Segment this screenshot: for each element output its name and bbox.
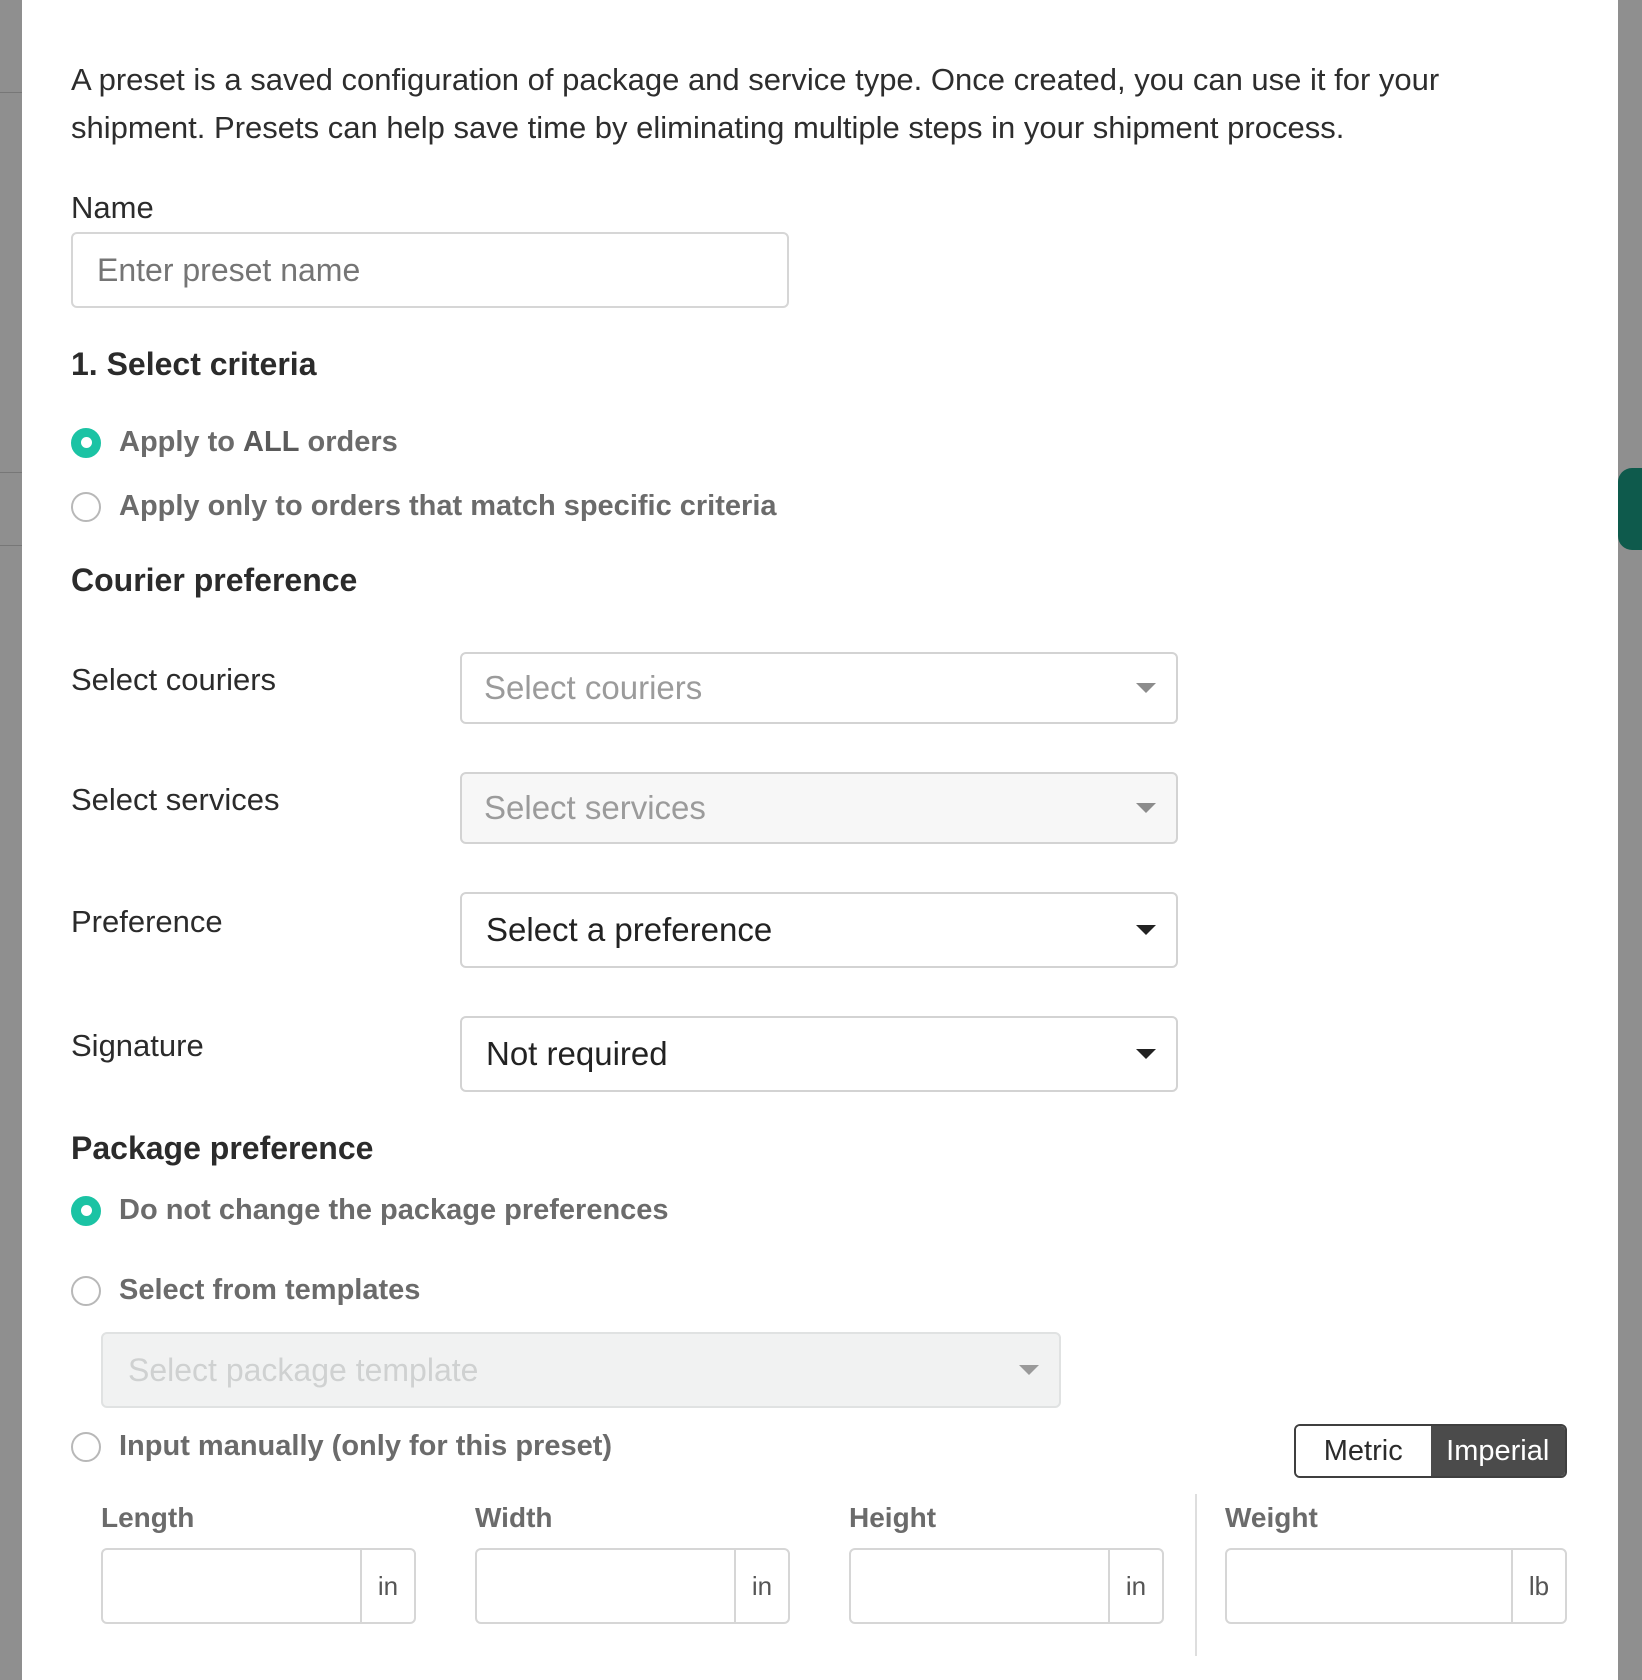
length-unit: in xyxy=(360,1550,414,1622)
radio-checked-icon[interactable] xyxy=(71,1196,101,1226)
chevron-down-icon xyxy=(1136,683,1156,693)
preset-modal xyxy=(22,0,1618,1680)
backdrop-right xyxy=(1618,0,1642,1680)
radio-unchecked-icon[interactable] xyxy=(71,1432,101,1462)
preset-name-input[interactable] xyxy=(71,232,789,308)
radio-apply-specific[interactable] xyxy=(71,490,777,523)
radio-input-manually[interactable] xyxy=(71,1430,612,1463)
chevron-down-icon xyxy=(1019,1365,1039,1375)
length-input[interactable] xyxy=(101,1548,416,1624)
intro-text: A preset is a saved configuration of package and service type. Once created, you can use it for your shipment. Presets can help save time by eliminating multiple steps in your shipment process. xyxy=(71,62,1440,145)
height-label: Height xyxy=(849,1502,937,1533)
radio-no-change-label: Do not change the package preferences xyxy=(119,1194,669,1226)
radio-unchecked-icon[interactable] xyxy=(71,1276,101,1306)
signature-select[interactable] xyxy=(460,1016,1178,1092)
weight-label: Weight xyxy=(1225,1502,1318,1533)
chevron-down-icon xyxy=(1136,925,1156,935)
weight-unit: lb xyxy=(1511,1550,1565,1622)
couriers-select[interactable] xyxy=(460,652,1178,724)
radio-apply-all-label: Apply to ALL orders xyxy=(119,426,398,458)
signature-label: Signature xyxy=(71,1028,204,1063)
radio-no-change[interactable] xyxy=(71,1194,669,1227)
height-input[interactable] xyxy=(849,1548,1164,1624)
height-unit: in xyxy=(1108,1550,1162,1622)
courier-preference-title: Courier preference xyxy=(71,562,358,598)
radio-checked-icon[interactable] xyxy=(71,428,101,458)
chevron-down-icon xyxy=(1136,1049,1156,1059)
preference-label: Preference xyxy=(71,904,223,939)
couriers-label: Select couriers xyxy=(71,662,277,697)
radio-apply-specific-label: Apply only to orders that match specific criteria xyxy=(119,490,777,522)
width-input[interactable] xyxy=(475,1548,790,1624)
radio-unchecked-icon[interactable] xyxy=(71,492,101,522)
couriers-select-placeholder: Select couriers xyxy=(484,669,703,706)
services-select-placeholder: Select services xyxy=(484,789,706,826)
length-field[interactable] xyxy=(103,1550,360,1622)
backdrop-accent-button xyxy=(1618,468,1642,550)
services-label: Select services xyxy=(71,782,280,817)
weight-input[interactable] xyxy=(1225,1548,1567,1624)
radio-input-manually-label: Input manually (only for this preset) xyxy=(119,1430,613,1462)
radio-from-templates-label: Select from templates xyxy=(119,1274,421,1306)
metric-toggle-button[interactable]: Metric xyxy=(1296,1426,1431,1476)
weight-field[interactable] xyxy=(1227,1550,1511,1622)
width-unit: in xyxy=(734,1550,788,1622)
backdrop-left xyxy=(0,0,22,1680)
package-preference-title: Package preference xyxy=(71,1130,374,1166)
radio-from-templates[interactable] xyxy=(71,1274,420,1307)
preference-select-value: Select a preference xyxy=(486,911,773,948)
services-select[interactable] xyxy=(460,772,1178,844)
package-template-placeholder: Select package template xyxy=(128,1351,479,1388)
radio-apply-all[interactable] xyxy=(71,426,398,459)
width-field[interactable] xyxy=(477,1550,734,1622)
width-label: Width xyxy=(475,1502,553,1533)
package-template-select xyxy=(101,1332,1061,1408)
preference-select[interactable] xyxy=(460,892,1178,968)
signature-select-value: Not required xyxy=(486,1035,668,1072)
unit-system-toggle xyxy=(1294,1424,1567,1478)
length-label: Length xyxy=(101,1502,195,1533)
dimension-weight-divider xyxy=(1195,1494,1197,1656)
height-field[interactable] xyxy=(851,1550,1108,1622)
criteria-title: 1. Select criteria xyxy=(71,346,317,382)
name-label: Name xyxy=(71,190,154,225)
chevron-down-icon xyxy=(1136,803,1156,813)
imperial-toggle-button[interactable]: Imperial xyxy=(1431,1426,1566,1476)
